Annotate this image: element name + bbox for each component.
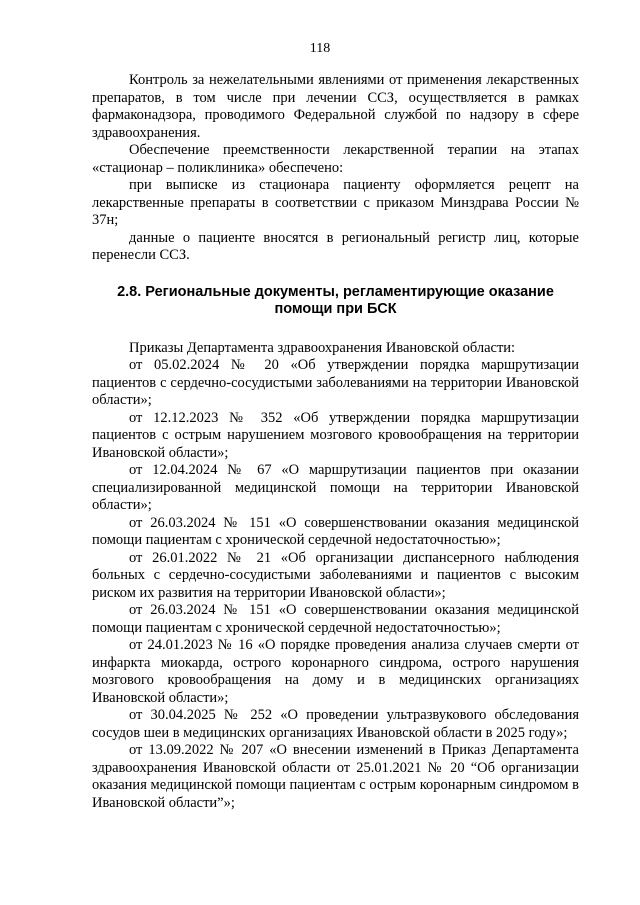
list-item: от 12.04.2024 № 67 «О маршрутизации пациентов при оказании специализированной медицинской помощи на территории Ивановской области»;: [92, 462, 579, 513]
list-item: от 30.04.2025 № 252 «О проведении ультразвукового обследования сосудов шеи в медицинских организациях Ивановской области в 2025 году»;: [92, 707, 579, 741]
document-body: [92, 72, 579, 812]
paragraph: Контроль за нежелательными явлениями от применения лекарственных препаратов, в том числе при лечении ССЗ, осуществляется в рамках фармаконадзора, проводимого Федеральной службой по надзору в сфере здравоохранения.: [92, 72, 579, 141]
list-item: от 26.01.2022 № 21 «Об организации диспансерного наблюдения больных с сердечно-сосудистыми заболеваниями и пациентов с высоким риском их развития на территории Ивановской области»;: [92, 549, 579, 601]
page-number: 118: [309, 41, 331, 56]
section-title: 2.8. Региональные документы, регламентирующие оказание помощи при БСК: [117, 283, 554, 317]
paragraph: при выписке из стационара пациенту оформляется рецепт на лекарственные препараты в соответствии с приказом Минздрава России № 37н;: [92, 177, 579, 228]
paragraph: Обеспечение преемственности лекарственной терапии на этапах «стационар – поликлиника» обеспечено:: [92, 142, 579, 176]
list-item: от 24.01.2023 № 16 «О порядке проведения анализа случаев смерти от инфаркта миокарда, острого коронарного синдрома, острого нарушения мозгового кровообращения на дому и в медицинских организациях Ивановской области»;: [92, 637, 579, 706]
list-item: от 13.09.2022 № 207 «О внесении изменений в Приказ Департамента здравоохранения Ивановской области от 25.01.2021 № 20 “Об организации оказания медицинской помощи пациентам с острым коронарным синдромом в Ивановской области”»;: [92, 742, 579, 811]
paragraph: Приказы Департамента здравоохранения Ивановской области:: [129, 339, 516, 356]
paragraph: данные о пациенте вносятся в региональный регистр лиц, которые перенесли ССЗ.: [92, 229, 579, 263]
list-item: от 26.03.2024 № 151 «О совершенствовании оказания медицинской помощи пациентам с хронической сердечной недостаточностью»;: [92, 602, 579, 636]
list-item: от 05.02.2024 № 20 «Об утверждении порядка маршрутизации пациентов с сердечно-сосудистыми заболеваниями на территории Ивановской области»;: [92, 357, 579, 408]
list-item: от 12.12.2023 № 352 «Об утверждении порядка маршрутизации пациентов с острым нарушением мозгового кровообращения на территории Ивановской области»;: [92, 409, 579, 461]
list-item: от 26.03.2024 № 151 «О совершенствовании оказания медицинской помощи пациентам с хронической сердечной недостаточностью»;: [92, 514, 579, 548]
